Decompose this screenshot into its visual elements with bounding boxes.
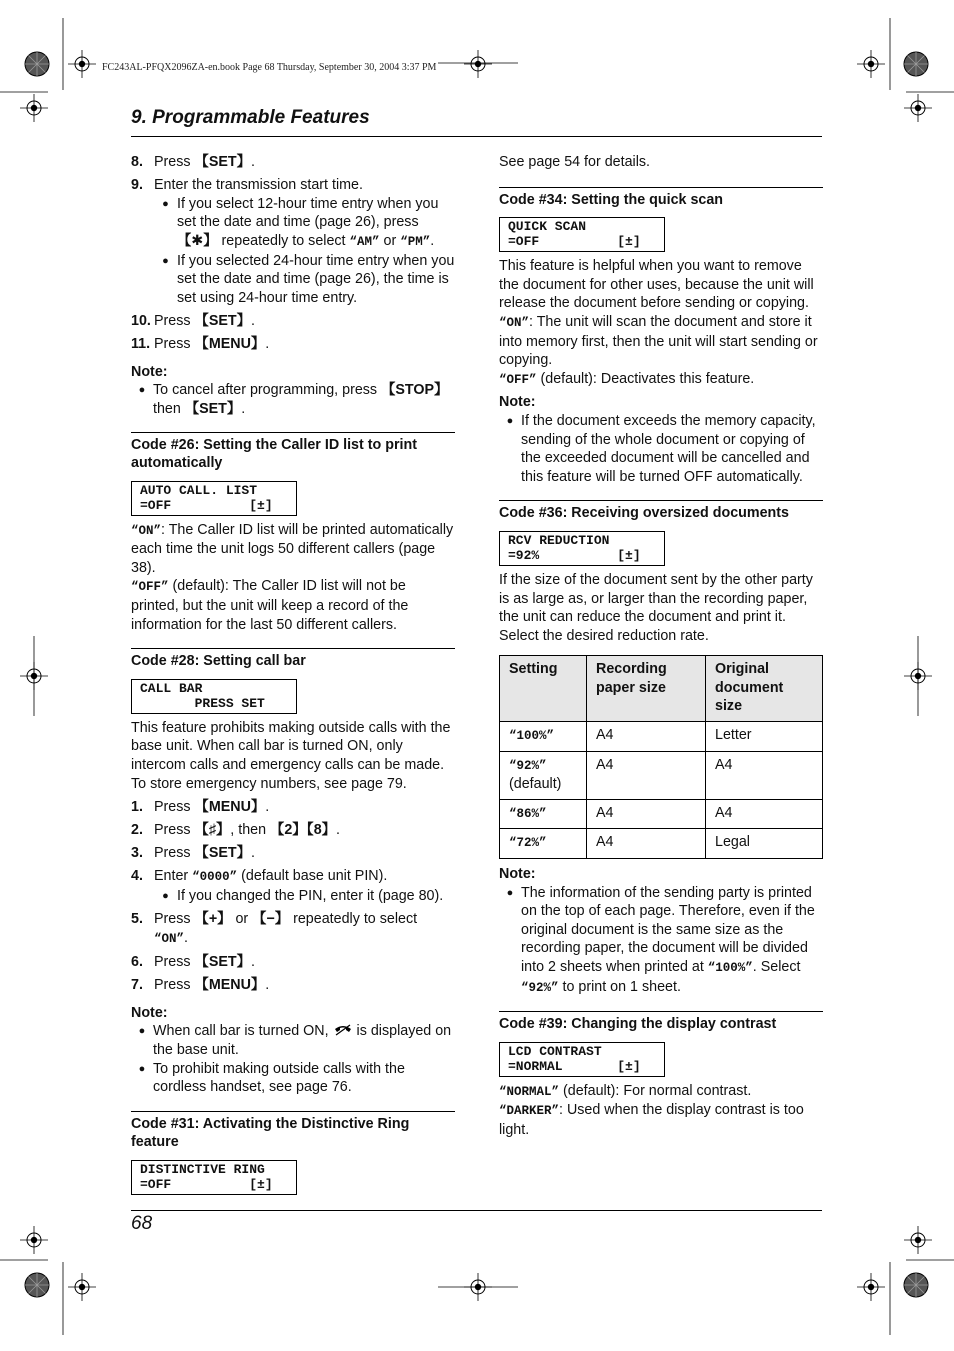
table-cell [500, 722, 587, 752]
table-cell: A4 [706, 799, 823, 829]
step-text: Enter [154, 868, 193, 885]
setting-code: “72%” [509, 836, 547, 851]
key-2-8: 【2】【8】 [270, 822, 336, 838]
bullet-text: . [430, 232, 435, 249]
step-text-end: . [335, 822, 340, 838]
table-row [500, 722, 823, 752]
bullet-text: If you changed the PIN, enter it (page 80). [177, 887, 444, 904]
key-set: 【SET】 [194, 312, 251, 329]
step-9-bullets [131, 195, 455, 308]
note-text: When call bar is turned ON, [153, 1023, 333, 1040]
lcd-display-code28: CALL BAR PRESS SET [131, 679, 297, 714]
key-plus: 【+】 [194, 911, 232, 928]
page-number: 68 [131, 1213, 153, 1234]
step-text: Press [154, 822, 195, 838]
step-text-end: . [250, 953, 255, 970]
key-menu: 【MENU】 [194, 798, 266, 815]
key-minus: 【−】 [252, 911, 290, 928]
note-text: To prohibit making outside calls with the cordless handset, see page 76. [153, 1060, 405, 1096]
key-menu: 【MENU】 [194, 977, 266, 994]
bullet-dot-icon: ● [138, 1062, 146, 1075]
code28-step-1 [131, 798, 455, 817]
bullet-dot-icon: ● [506, 886, 514, 899]
setting-code: “100%” [509, 729, 555, 744]
code-off: “OFF” [131, 580, 169, 595]
note-text: To cancel after programming, press [153, 382, 382, 399]
note-heading: Note: [131, 363, 168, 380]
note-text: then [153, 400, 185, 417]
step-10 [131, 312, 455, 331]
paragraph-text: : The Caller ID list will be printed automatically each time the unit logs 50 different callers (page 38). [131, 521, 454, 576]
section-heading-code34: Code #34: Setting the quick scan [499, 187, 823, 210]
code-on: “ON” [154, 931, 185, 946]
note-bullet [131, 1022, 455, 1059]
see-page-text: See page 54 for details. [499, 154, 651, 170]
book-info-line: FC243AL-PFQX2096ZA-en.book Page 68 Thursday, September 30, 2004 3:37 PM [102, 62, 437, 73]
call-bar-icon [333, 1024, 353, 1036]
note-heading: Note: [499, 866, 536, 883]
code28-step-4-bullet [131, 887, 455, 906]
code-on: “ON” [131, 523, 162, 538]
bullet-dot-icon: ● [162, 254, 169, 267]
note-text: The information of the sending party is printed on the top of each page. Therefore, even if the original document is the same size as the recording paper, the document will be divided into 2 sheets when printed at [521, 884, 815, 975]
note-text: If the document exceeds the memory capacity, sending of the whole document or copying of the exceeded document will be cancelled and this feature will be turned OFF automatically. [521, 412, 816, 485]
bullet [154, 252, 455, 308]
note-bullet [499, 884, 823, 998]
paragraph-text: (default): The Caller ID list will not be printed, but the unit will keep a record of the information for the last 50 different callers. [131, 578, 409, 633]
step-text-end: . [250, 312, 255, 329]
paragraph-text: : The unit will scan the document and store it into memory first, then the unit will start sending or copying. [499, 313, 818, 369]
step-text: Press [154, 154, 195, 170]
step-number: 5. [131, 911, 143, 928]
note-text: . [241, 400, 246, 417]
code39-normal-text [499, 1082, 823, 1102]
key-set: 【SET】 [194, 154, 251, 170]
lcd-display-code31: DISTINCTIVE RING =OFF [±] [131, 1160, 297, 1195]
key-set: 【SET】 [194, 953, 251, 970]
step-number: 1. [131, 798, 143, 815]
note-text: to print on 1 sheet. [558, 978, 681, 995]
code-pin: “0000” [192, 870, 238, 885]
code39-darker-text [499, 1101, 823, 1139]
table-row [500, 751, 823, 799]
step-text-end: . [265, 977, 270, 994]
table-cell [500, 829, 587, 859]
section-heading-code28: Code #28: Setting call bar [131, 648, 455, 671]
bullet-dot-icon: ● [506, 414, 514, 427]
table-cell: A4 [587, 799, 706, 829]
key-star: 【✱】 [177, 232, 218, 249]
section-heading-code31: Code #31: Activating the Distinctive Ring feature [131, 1111, 455, 1152]
step-8 [131, 153, 455, 172]
note-text: . Select [752, 959, 801, 975]
step-number: 10. [131, 312, 151, 329]
step-text-end: . [250, 845, 255, 862]
setting-note: (default) [509, 776, 562, 793]
paragraph-text: (default): For normal contrast. [559, 1082, 752, 1099]
step-text: Press [154, 798, 195, 815]
step-9 [131, 176, 455, 195]
note-heading: Note: [131, 1004, 168, 1021]
code28-step-6 [131, 953, 455, 972]
table-cell [500, 751, 587, 799]
table-header: Setting [500, 656, 587, 722]
note-bullet [131, 381, 455, 418]
bullet-dot-icon: ● [138, 1025, 146, 1038]
code34-off-text [499, 370, 823, 390]
note-bullet [499, 412, 823, 486]
setting-code: “86%” [509, 806, 547, 821]
step-text-end: . [184, 929, 188, 946]
bullet-text: If you select 12-hour time entry when you set the date and time (page 26), press [177, 195, 439, 231]
right-column [499, 153, 823, 1140]
step-text: Enter the transmission start time. [154, 177, 363, 194]
code28-description: This feature prohibits making outside calls with the base unit. When call bar is turned ON, only intercom calls and emergency calls can be made. To store emergency numbers, see page 79. [131, 719, 451, 792]
table-cell: Letter [706, 722, 823, 752]
code-92: “92%” [521, 980, 559, 995]
bullet [154, 195, 455, 252]
code-on: “ON” [499, 315, 530, 330]
note-heading: Note: [499, 394, 536, 411]
reduction-table [499, 655, 823, 859]
code36-description: If the size of the document sent by the other party is as large as, or larger than the recording paper, the unit can reduce the document and print it. Select the desired reduction rate. [499, 571, 813, 644]
paragraph-text: (default): Deactivates this feature. [536, 370, 755, 387]
table-row [500, 829, 823, 859]
section-heading-code39: Code #39: Changing the display contrast [499, 1011, 823, 1034]
bullet-text: or [379, 232, 401, 249]
note-text: is displayed on the base unit. [153, 1023, 452, 1058]
code-am: “AM” [349, 234, 380, 249]
step-text: Press [154, 845, 195, 862]
key-set: 【SET】 [184, 400, 242, 417]
step-number: 2. [131, 822, 143, 838]
page-title: 9. Programmable Features [131, 107, 370, 128]
code28-step-7 [131, 976, 455, 995]
bullet-dot-icon: ● [138, 384, 146, 397]
step-number: 4. [131, 868, 143, 885]
lcd-display-code39: LCD CONTRAST =NORMAL [±] [499, 1042, 665, 1077]
code28-step-3 [131, 844, 455, 863]
header-divider [131, 136, 822, 137]
code-100: “100%” [707, 961, 753, 975]
step-number: 6. [131, 953, 143, 970]
step-11 [131, 335, 455, 354]
step-number: 9. [131, 177, 143, 194]
step-number: 8. [131, 154, 143, 170]
code34-on-text [499, 313, 823, 370]
table-cell: A4 [706, 751, 823, 799]
step-text-end: . [265, 798, 270, 815]
step-text-end: . [250, 154, 255, 170]
step-text: Press [154, 336, 195, 353]
key-stop: 【STOP】 [381, 382, 449, 399]
code-pm: “PM” [400, 234, 431, 249]
bullet [154, 887, 455, 906]
code26-on-text [131, 521, 455, 578]
table-cell: A4 [587, 722, 706, 752]
table-header: Original document size [706, 656, 823, 722]
left-column [131, 153, 455, 1200]
setting-code: “92%” [509, 758, 547, 773]
code28-step-4 [131, 867, 455, 887]
code-off: “OFF” [499, 372, 537, 387]
bullet-text: If you selected 24-hour time entry when you set the date and time (page 26), the time is set using 24-hour time entry. [177, 252, 455, 306]
step-text: repeatedly to select [289, 911, 418, 928]
note-bullet [131, 1060, 455, 1097]
bullet-text: repeatedly to select [217, 232, 350, 249]
code-normal: “NORMAL” [499, 1084, 560, 1099]
step-number: 3. [131, 845, 143, 862]
code28-step-5 [131, 910, 455, 948]
step-text: Press [154, 953, 195, 970]
step-number: 7. [131, 977, 143, 994]
section-heading-code26: Code #26: Setting the Caller ID list to print automatically [131, 432, 455, 473]
key-menu: 【MENU】 [194, 336, 266, 353]
table-header: Recording paper size [587, 656, 706, 722]
code-darker: “DARKER” [499, 1104, 560, 1119]
table-cell: Legal [706, 829, 823, 859]
lcd-display-code36: RCV REDUCTION =92% [±] [499, 531, 665, 566]
table-cell: A4 [587, 751, 706, 799]
step-text: Press [154, 911, 195, 928]
table-cell [500, 799, 587, 829]
lcd-display-code26: AUTO CALL. LIST =OFF [±] [131, 481, 297, 516]
step-text: , then [230, 822, 271, 838]
key-set: 【SET】 [194, 845, 251, 862]
key-hash: 【♯】 [194, 822, 231, 838]
footer-divider [131, 1210, 822, 1211]
step-number: 11. [131, 336, 151, 353]
step-text-end: (default base unit PIN). [237, 868, 388, 885]
table-header-row [500, 656, 823, 722]
code28-step-2 [131, 821, 455, 840]
code26-off-text [131, 577, 455, 634]
table-cell: A4 [587, 829, 706, 859]
bullet-dot-icon: ● [162, 889, 169, 902]
step-text: Press [154, 312, 195, 329]
step-text: or [231, 911, 253, 928]
lcd-display-code34: QUICK SCAN =OFF [±] [499, 217, 665, 252]
table-row [500, 799, 823, 829]
step-text: Press [154, 977, 195, 994]
bullet-dot-icon: ● [162, 197, 169, 210]
section-heading-code36: Code #36: Receiving oversized documents [499, 500, 823, 523]
step-text-end: . [265, 336, 270, 353]
code34-description: This feature is helpful when you want to remove the document for other uses, because the unit will release the document before sending or copying. [499, 258, 814, 312]
paragraph-text: : Used when the display contrast is too light. [499, 1102, 804, 1138]
